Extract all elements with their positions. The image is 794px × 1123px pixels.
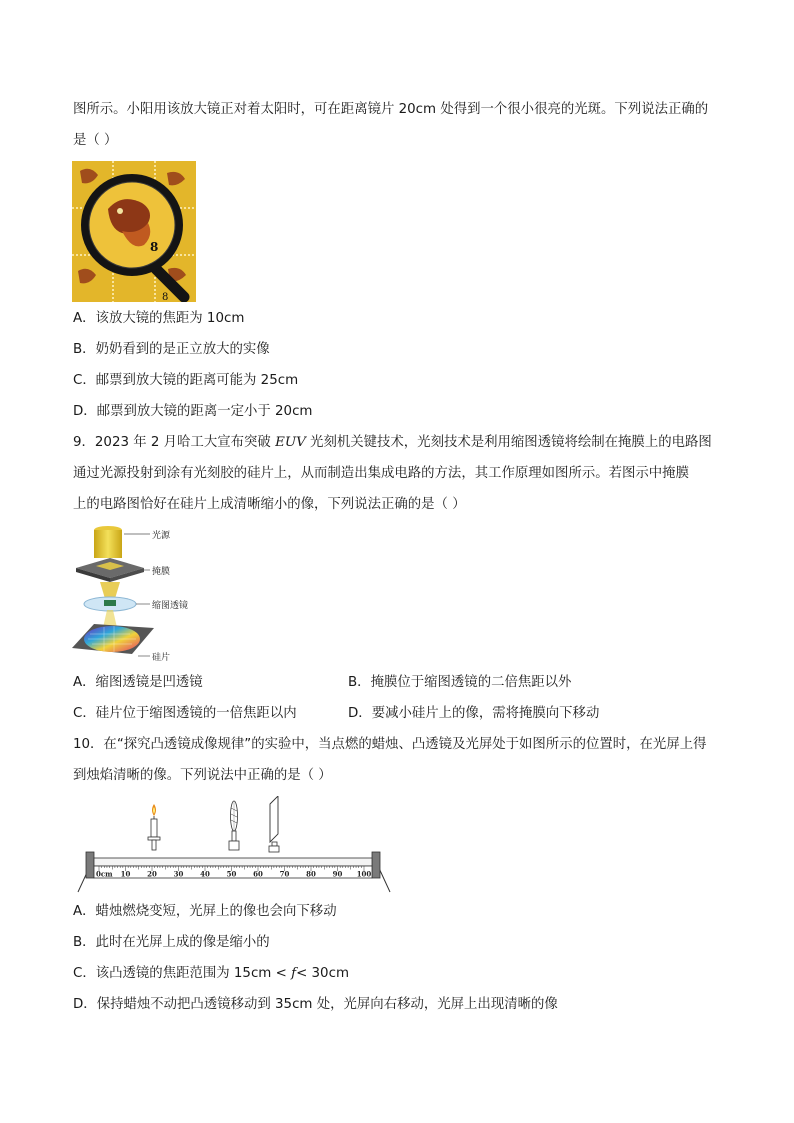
q8-option-a: A．该放大镜的焦距为 10cm bbox=[73, 311, 245, 326]
label-reduction-lens: 缩图透镜 bbox=[152, 601, 189, 611]
q8-stem-line1: 图所示。小阳用该放大镜正对着太阳时，可在距离镜片 20cm 处得到一个很小很亮的光斑。下列说法正确的 bbox=[73, 102, 709, 117]
ruler-label: 10 bbox=[120, 869, 131, 879]
ruler-label: 80 bbox=[306, 869, 316, 879]
stamp-value-text: 8 bbox=[150, 240, 159, 254]
q9-lithography-figure bbox=[70, 524, 200, 670]
ruler-label: 100 bbox=[356, 869, 372, 879]
ruler-label: 0cm bbox=[96, 869, 113, 879]
q9-option-d: D．要减小硅片上的像，需将掩膜向下移动 bbox=[348, 706, 600, 721]
q8-option-c: C．邮票到放大镜的距离可能为 25cm bbox=[73, 373, 299, 388]
q9-option-b: B．掩膜位于缩图透镜的二倍焦距以外 bbox=[348, 675, 572, 690]
q9-option-c: C．硅片位于缩图透镜的一倍焦距以内 bbox=[73, 706, 297, 721]
euv-term: EUV bbox=[275, 435, 306, 450]
q9-option-a: A．缩图透镜是凹透镜 bbox=[73, 675, 203, 690]
convex-lens-icon bbox=[229, 801, 239, 850]
q8-magnifier-stamp-figure bbox=[72, 161, 196, 302]
label-light-source: 光源 bbox=[152, 531, 171, 541]
focal-length-symbol: f bbox=[291, 966, 297, 981]
q9-stem-line3: 上的电路图恰好在硅片上成清晰缩小的像，下列说法正确的是（ ） bbox=[73, 497, 466, 512]
candle-icon bbox=[148, 804, 160, 850]
screen-icon bbox=[269, 796, 279, 852]
q9-stem-line1: 9．2023 年 2 月哈工大宣布突破 EUV 光刻机关键技术，光刻技术是利用缩图透镜将绘制在掩膜上的电路图 bbox=[73, 435, 712, 450]
ruler-label: 60 bbox=[253, 869, 263, 879]
q10-stem-line1: 10．在“探究凸透镜成像规律”的实验中，当点燃的蜡烛、凸透镜及光屏处于如图所示的位置时，在光屏上得 bbox=[73, 737, 707, 752]
q8-option-d: D．邮票到放大镜的距离一定小于 20cm bbox=[73, 404, 313, 419]
ruler-label: 70 bbox=[279, 869, 290, 879]
ruler-label: 30 bbox=[173, 869, 184, 879]
q8-stem-line2: 是（ ） bbox=[73, 133, 118, 148]
ruler-label: 20 bbox=[147, 869, 157, 879]
label-wafer: 硅片 bbox=[152, 653, 171, 663]
q8-option-b: B．奶奶看到的是正立放大的实像 bbox=[73, 342, 270, 357]
q10-option-b: B．此时在光屏上成的像是缩小的 bbox=[73, 935, 270, 950]
q10-option-a: A．蜡烛燃烧变短，光屏上的像也会向下移动 bbox=[73, 904, 337, 919]
label-mask: 掩膜 bbox=[152, 567, 171, 577]
svg-text:8: 8 bbox=[162, 292, 169, 302]
ruler-label: 50 bbox=[226, 869, 237, 879]
q10-stem-line2: 到烛焰清晰的像。下列说法中正确的是（ ） bbox=[73, 768, 332, 783]
ruler-label: 90 bbox=[332, 869, 343, 879]
ruler-label: 40 bbox=[200, 869, 210, 879]
q9-stem-line2: 通过光源投射到涂有光刻胶的硅片上，从而制造出集成电路的方法，其工作原理如图所示。若图示中掩膜 bbox=[73, 466, 689, 481]
q10-option-c: C．该凸透镜的焦距范围为 15cm < f< 30cm bbox=[73, 966, 349, 981]
q10-optical-bench-figure bbox=[72, 796, 398, 896]
q10-option-d: D．保持蜡烛不动把凸透镜移动到 35cm 处，光屏向右移动，光屏上出现清晰的像 bbox=[73, 997, 558, 1012]
